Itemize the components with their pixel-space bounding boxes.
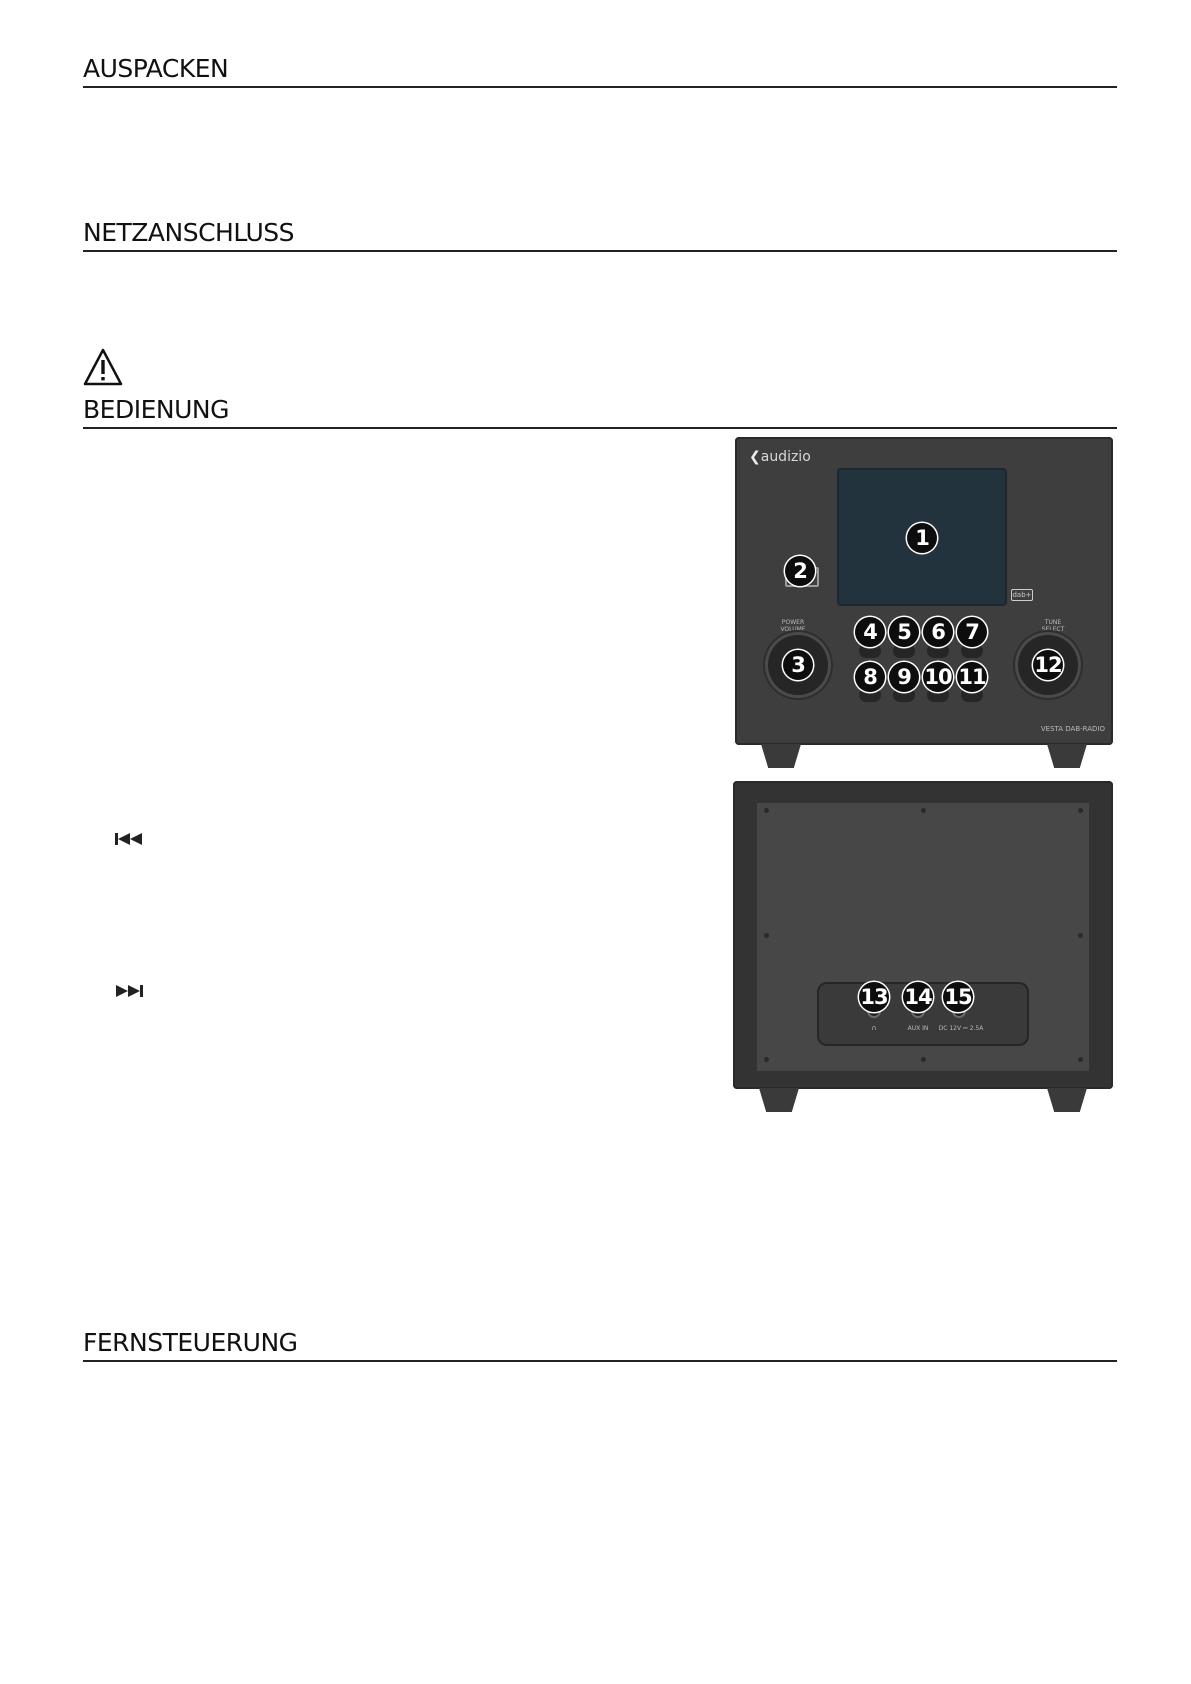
port-label-dc: DC 12V ⎓ 2.5A [938, 1025, 984, 1032]
callout-11: 11 [957, 662, 987, 692]
device-foot [1047, 744, 1087, 768]
brand-logo: ❮audizio [749, 449, 811, 465]
port-label-headphone: ∩ [871, 1024, 877, 1032]
device-foot [761, 744, 801, 768]
callout-14: 14 [903, 982, 933, 1012]
section-heading-power [83, 218, 1117, 252]
callout-2: 2 [785, 556, 815, 586]
model-label: VESTA DAB-RADIO [1040, 725, 1105, 733]
device-foot [1047, 1088, 1087, 1112]
skip-next-icon [114, 983, 144, 999]
warning-triangle-icon [83, 348, 123, 386]
heading-text: BEDIENUNG [83, 395, 229, 424]
heading-text: NETZANSCHLUSS [83, 218, 295, 247]
screw [1078, 933, 1083, 938]
callout-15: 15 [943, 982, 973, 1012]
radio-front-illustration [735, 437, 1113, 775]
callout-10: 10 [923, 662, 953, 692]
tune-select-label: TUNE SELECT [1041, 619, 1065, 633]
screw [764, 808, 769, 813]
callout-12: 12 [1033, 650, 1063, 680]
section-heading-unpack [83, 54, 1117, 88]
heading-text: AUSPACKEN [83, 54, 229, 83]
screw [921, 1057, 926, 1062]
port-label-aux: AUX IN [907, 1025, 929, 1032]
callout-5: 5 [889, 617, 919, 647]
power-volume-label: POWER VOLUME [780, 619, 806, 633]
screw [764, 1057, 769, 1062]
callout-9: 9 [889, 662, 919, 692]
callout-4: 4 [855, 617, 885, 647]
section-heading-remote [83, 1328, 1117, 1362]
screw [921, 808, 926, 813]
radio-back-illustration [733, 781, 1113, 1117]
device-foot [759, 1088, 799, 1112]
callout-6: 6 [923, 617, 953, 647]
callout-1: 1 [907, 523, 937, 553]
heading-text: FERNSTEUERUNG [83, 1328, 298, 1357]
screw [1078, 1057, 1083, 1062]
brand-text: audizio [760, 449, 811, 465]
dab-badge: dab+ [1012, 591, 1032, 599]
section-heading-operation [83, 395, 1117, 429]
callout-13: 13 [859, 982, 889, 1012]
screw [1078, 808, 1083, 813]
skip-previous-icon [114, 831, 144, 847]
callout-8: 8 [855, 662, 885, 692]
callout-3: 3 [783, 650, 813, 680]
screw [764, 933, 769, 938]
callout-7: 7 [957, 617, 987, 647]
